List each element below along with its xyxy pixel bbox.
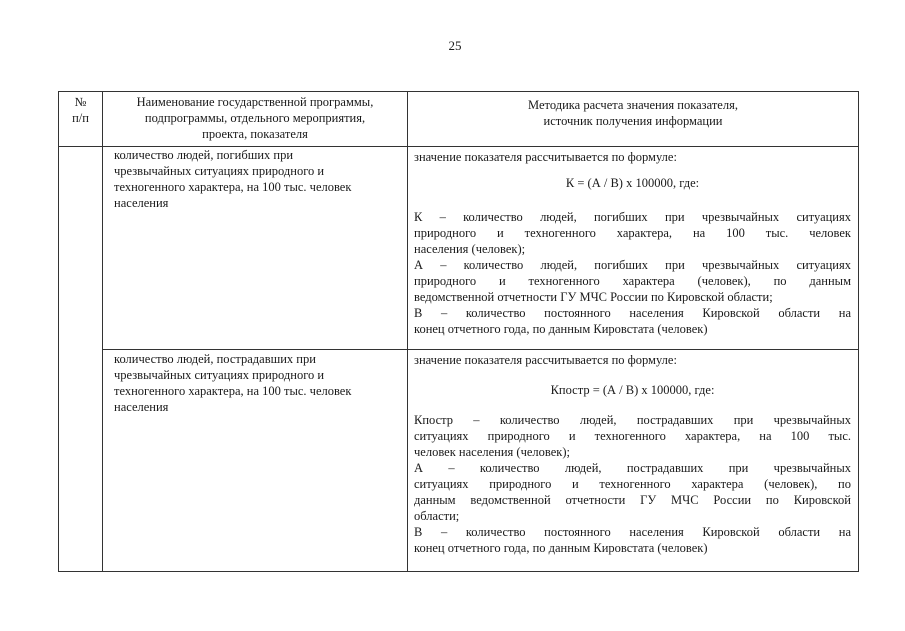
header-method: [408, 97, 858, 129]
definition-line: Кпостр – количество людей, пострадавших при чрезвычайных: [414, 413, 851, 427]
name-line: техногенного характера, на 100 тыс. человек: [114, 384, 352, 398]
header-number-line: п/п: [72, 111, 89, 125]
header-name-line: подпрограммы, отдельного мероприятия,: [144, 111, 366, 125]
definition-line: ситуациях природного и техногенного характера, на 100 тыс.: [414, 429, 851, 443]
name-line: населения: [114, 400, 169, 414]
definition-line: В – количество постоянного населения Кировской области на: [414, 525, 851, 539]
definition-line: населения (человек);: [414, 242, 526, 256]
header-method-line: источник получения информации: [543, 114, 723, 128]
name-line: чрезвычайных ситуациях природного и: [114, 164, 325, 178]
column-divider: [102, 92, 103, 571]
row-1-method: [414, 149, 851, 337]
name-line: количество людей, погибших при: [114, 148, 294, 162]
page-number: 25: [448, 38, 462, 53]
row-divider: [102, 349, 858, 350]
definition-line: В – количество постоянного населения Кировской области на: [414, 306, 851, 320]
formula-intro: значение показателя рассчитывается по формуле:: [414, 353, 677, 367]
name-line: количество людей, пострадавших при: [114, 352, 316, 366]
indicator-table: [58, 91, 859, 572]
row-1-name: [114, 147, 404, 211]
definition-line: данным ведомственной отчетности ГУ МЧС России по Кировской: [414, 493, 851, 507]
definition-line: ведомственной отчетности ГУ МЧС России по Кировской области;: [414, 290, 773, 304]
definition-line: А – количество людей, пострадавших при чрезвычайных: [414, 461, 851, 475]
formula-intro: значение показателя рассчитывается по формуле:: [414, 150, 677, 164]
name-line: чрезвычайных ситуациях природного и: [114, 368, 325, 382]
name-line: техногенного характера, на 100 тыс. человек: [114, 180, 352, 194]
definition-line: конец отчетного года, по данным Кировстата (человек): [414, 322, 708, 336]
header-method-line: Методика расчета значения показателя,: [528, 98, 738, 112]
definition-line: К – количество людей, погибших при чрезвычайных ситуациях: [414, 210, 851, 224]
definition-line: А – количество людей, погибших при чрезвычайных ситуациях: [414, 258, 851, 272]
header-name-line: проекта, показателя: [202, 127, 308, 141]
definition-line: природного и техногенного характера (человек), по данным: [414, 274, 851, 288]
name-line: населения: [114, 196, 169, 210]
header-name-line: Наименование государственной программы,: [136, 95, 374, 109]
definition-line: конец отчетного года, по данным Кировстата (человек): [414, 541, 708, 555]
definition-line: ситуациях природного и техногенного характера (человек), по: [414, 477, 851, 491]
header-name: [103, 94, 407, 142]
row-2-method: [414, 352, 851, 556]
header-number: [59, 94, 102, 126]
row-2-name: [114, 351, 404, 415]
header-number-line: №: [74, 95, 87, 109]
definition-line: природного и техногенного характера, на 100 тыс. человек: [414, 226, 851, 240]
formula: Кпостр = (А / В) х 100000, где:: [550, 383, 715, 397]
formula: К = (А / В) х 100000, где:: [565, 176, 700, 190]
column-divider: [407, 92, 408, 571]
definition-line: человек населения (человек);: [414, 445, 570, 459]
definition-line: области;: [414, 509, 460, 523]
